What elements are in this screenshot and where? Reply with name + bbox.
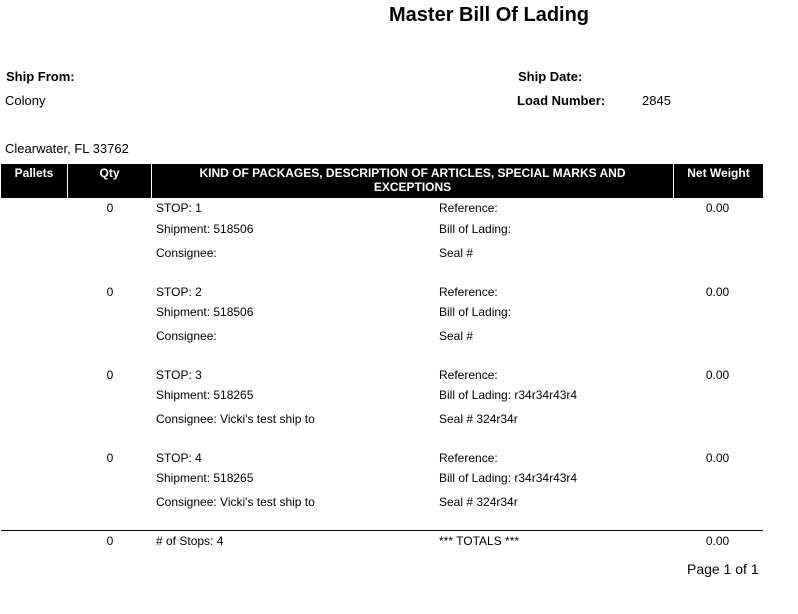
document-title: Master Bill Of Lading xyxy=(389,4,590,26)
row-qty: 0 xyxy=(106,201,114,215)
row-consignee: Consignee: xyxy=(156,246,217,260)
row-shipment: Shipment: 518506 xyxy=(156,305,254,319)
ship-from-city: Clearwater, FL 33762 xyxy=(5,141,129,156)
row-consignee: Consignee: xyxy=(156,329,217,343)
row-qty: 0 xyxy=(106,451,114,465)
totals-divider xyxy=(1,530,763,531)
row-bill-of-lading: Bill of Lading: xyxy=(439,305,512,319)
header-description xyxy=(152,164,674,198)
row-qty: 0 xyxy=(106,368,114,382)
row-seal: Seal # 324r34r xyxy=(439,412,518,426)
row-shipment: Shipment: 518506 xyxy=(156,222,254,236)
header-net-weight xyxy=(674,164,763,198)
row-shipment: Shipment: 518265 xyxy=(156,471,254,485)
header-pallets-label: Pallets xyxy=(14,166,54,180)
row-reference: Reference: xyxy=(439,285,498,299)
row-consignee: Consignee: Vicki's test ship to xyxy=(156,495,315,509)
header-description-label: KIND OF PACKAGES, DESCRIPTION OF ARTICLES, SPECIAL MARKS AND EXCEPTIONS xyxy=(199,166,626,194)
header-qty-label: Qty xyxy=(99,166,120,180)
header-net-weight-label: Net Weight xyxy=(687,166,750,180)
row-net-weight: 0.00 xyxy=(705,285,730,299)
row-consignee: Consignee: Vicki's test ship to xyxy=(156,412,315,426)
row-seal: Seal # xyxy=(439,246,474,260)
totals-stops: # of Stops: 4 xyxy=(156,534,224,548)
ship-from-name: Colony xyxy=(5,93,46,108)
row-stop: STOP: 1 xyxy=(156,201,202,215)
ship-from-label: Ship From: xyxy=(6,69,75,84)
row-qty: 0 xyxy=(106,285,114,299)
row-net-weight: 0.00 xyxy=(705,368,730,382)
row-stop: STOP: 3 xyxy=(156,368,202,382)
row-reference: Reference: xyxy=(439,451,498,465)
row-bill-of-lading: Bill of Lading: xyxy=(439,222,512,236)
table-header xyxy=(1,164,763,198)
row-seal: Seal # 324r34r xyxy=(439,495,518,509)
load-number-value: 2845 xyxy=(642,93,671,108)
page-number: Page 1 of 1 xyxy=(687,561,759,577)
row-seal: Seal # xyxy=(439,329,474,343)
header-pallets xyxy=(1,164,68,198)
row-shipment: Shipment: 518265 xyxy=(156,388,254,402)
row-reference: Reference: xyxy=(439,368,498,382)
row-stop: STOP: 2 xyxy=(156,285,202,299)
row-net-weight: 0.00 xyxy=(705,451,730,465)
row-bill-of-lading: Bill of Lading: r34r34r43r4 xyxy=(439,388,578,402)
row-net-weight: 0.00 xyxy=(705,201,730,215)
totals-net-weight: 0.00 xyxy=(705,534,730,548)
header-qty xyxy=(68,164,152,198)
totals-label: *** TOTALS *** xyxy=(439,534,520,548)
load-number-label: Load Number: xyxy=(517,93,606,108)
row-reference: Reference: xyxy=(439,201,498,215)
row-stop: STOP: 4 xyxy=(156,451,202,465)
row-bill-of-lading: Bill of Lading: r34r34r43r4 xyxy=(439,471,578,485)
ship-date-label: Ship Date: xyxy=(518,69,583,84)
totals-qty: 0 xyxy=(106,534,114,548)
